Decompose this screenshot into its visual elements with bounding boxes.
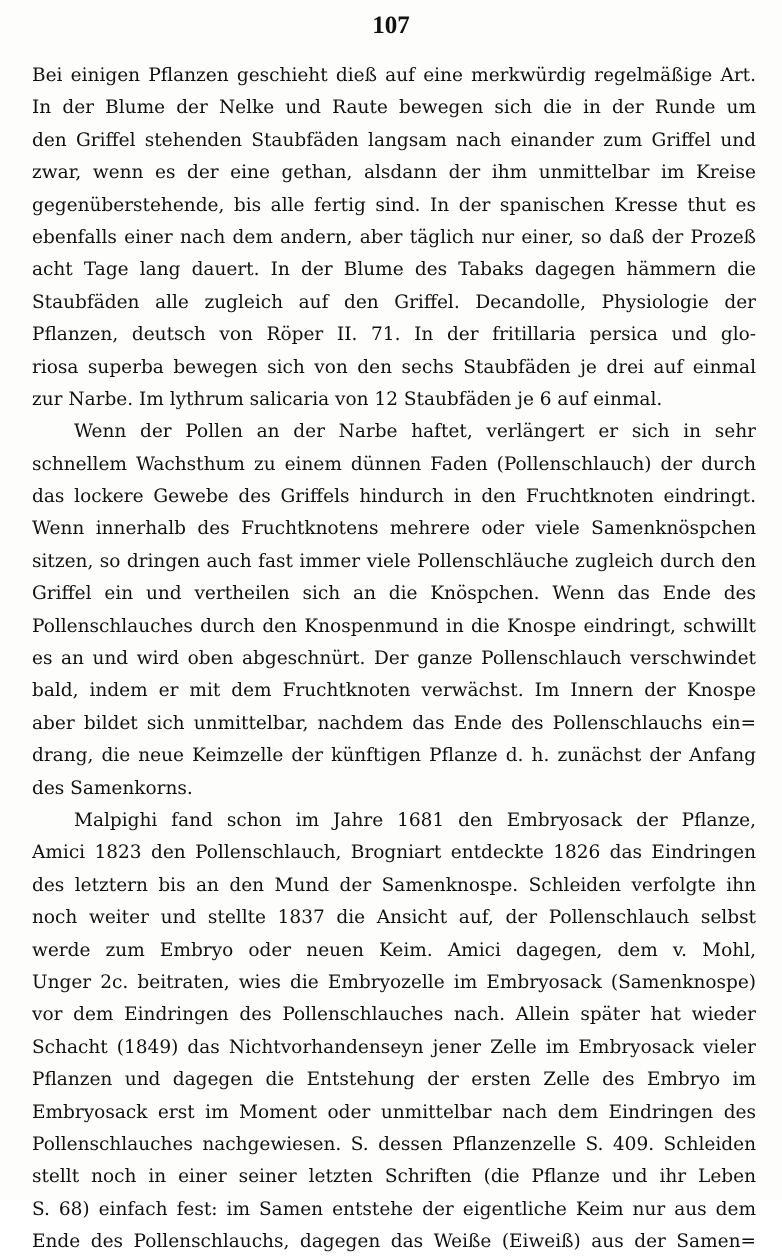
text-line: Staubfäden alle zugleich auf den Griffel. Decandolle, Physiologie der bbox=[32, 291, 756, 313]
text-line: Amici 1823 den Pollenschlauch, Brogniart entdeckte 1826 das Eindringen bbox=[32, 842, 756, 864]
text-line: schnellem Wachsthum zu einem dünnen Faden (Pollenschlauch) der durch bbox=[32, 453, 756, 475]
text-line: des letztern bis an den Mund der Samenknospe. Schleiden verfolgte ihn bbox=[32, 874, 756, 896]
text-line: bald, indem er mit dem Fruchtknoten verwächst. Im Innern der Knospe bbox=[32, 680, 756, 702]
text-line: Bei einigen Pflanzen geschieht dieß auf eine merkwürdig regelmäßige Art. bbox=[32, 65, 756, 86]
text-line: des Samenkorns. bbox=[32, 777, 193, 799]
text-line: Embryosack erst im Moment oder unmittelbar nach dem Eindringen des bbox=[32, 1101, 756, 1123]
text-line: Unger 2c. beitraten, wies die Embryozelle im Embryosack (Samenknospe) bbox=[32, 971, 756, 993]
text-line: riosa superba bewegen sich von den sechs Staubfäden je drei auf einmal bbox=[32, 356, 756, 378]
text-line: aber bildet sich unmittelbar, nachdem das Ende des Pollenschlauchs ein= bbox=[32, 712, 756, 734]
text-line: werde zum Embryo oder neuen Keim. Amici dagegen, dem v. Mohl, bbox=[32, 939, 756, 961]
text-line: ebenfalls einer nach dem andern, aber täglich nur einer, so daß der Prozeß bbox=[32, 226, 756, 248]
text-line: das lockere Gewebe des Griffels hindurch in den Fruchtknoten eindringt. bbox=[32, 486, 756, 508]
text-line: Pollenschlauches nachgewiesen. S. dessen Pflanzenzelle S. 409. Schleiden bbox=[32, 1133, 756, 1155]
body-text bbox=[32, 60, 756, 1258]
text-line: Schacht (1849) das Nichtvorhandenseyn jener Zelle im Embryosack vieler bbox=[32, 1036, 756, 1058]
text-line: Malpighi fand schon im Jahre 1681 den Embryosack der Pflanze, bbox=[74, 809, 756, 831]
text-line: Wenn innerhalb des Fruchtknotens mehrere oder viele Samenknöspchen bbox=[32, 518, 756, 540]
text-line: zur Narbe. Im lythrum salicaria von 12 Staubfäden je 6 auf einmal. bbox=[32, 388, 663, 410]
text-line: S. 68) einfach fest: im Samen entstehe der eigentliche Keim nur aus dem bbox=[32, 1198, 756, 1220]
text-line: In der Blume der Nelke und Raute bewegen sich die in der Runde um bbox=[32, 97, 756, 119]
text-line: Pflanzen, deutsch von Röper II. 71. In der fritillaria persica und glo- bbox=[32, 324, 756, 346]
text-line: zwar, wenn es der eine gethan, alsdann der ihm unmittelbar im Kreise bbox=[32, 162, 756, 184]
text-line: vor dem Eindringen des Pollenschlauches nach. Allein später hat wieder bbox=[32, 1004, 756, 1026]
text-line: gegenüberstehende, bis alle fertig sind. In der spanischen Kresse thut es bbox=[32, 194, 756, 216]
page-number: 107 bbox=[372, 12, 410, 39]
text-line: Griffel ein und vertheilen sich an die Knöspchen. Wenn das Ende des bbox=[32, 583, 756, 605]
text-line: sitzen, so dringen auch fast immer viele Pollenschläuche zugleich durch den bbox=[32, 550, 756, 572]
text-line: Pollenschlauches durch den Knospenmund in die Knospe eindringt, schwillt bbox=[32, 615, 756, 637]
text-line: Pflanzen und dagegen die Entstehung der ersten Zelle des Embryo im bbox=[32, 1069, 756, 1091]
text-line: stellt noch in einer seiner letzten Schriften (die Pflanze und ihr Leben bbox=[32, 1166, 756, 1188]
text-line: drang, die neue Keimzelle der künftigen Pflanze d. h. zunächst der Anfang bbox=[32, 745, 756, 767]
text-line: den Griffel stehenden Staubfäden langsam nach einander zum Griffel und bbox=[32, 129, 756, 151]
text-line: acht Tage lang dauert. In der Blume des Tabaks dagegen hämmern die bbox=[32, 259, 756, 281]
text-line: Ende des Pollenschlauchs, dagegen das Weiße (Eiweiß) aus der Samen= bbox=[32, 1231, 756, 1253]
text-line: noch weiter und stellte 1837 die Ansicht auf, der Pollenschlauch selbst bbox=[32, 907, 756, 929]
text-line: es an und wird oben abgeschnürt. Der ganze Pollenschlauch verschwindet bbox=[32, 648, 756, 670]
text-line: Wenn der Pollen an der Narbe haftet, verlängert er sich in sehr bbox=[74, 421, 756, 443]
